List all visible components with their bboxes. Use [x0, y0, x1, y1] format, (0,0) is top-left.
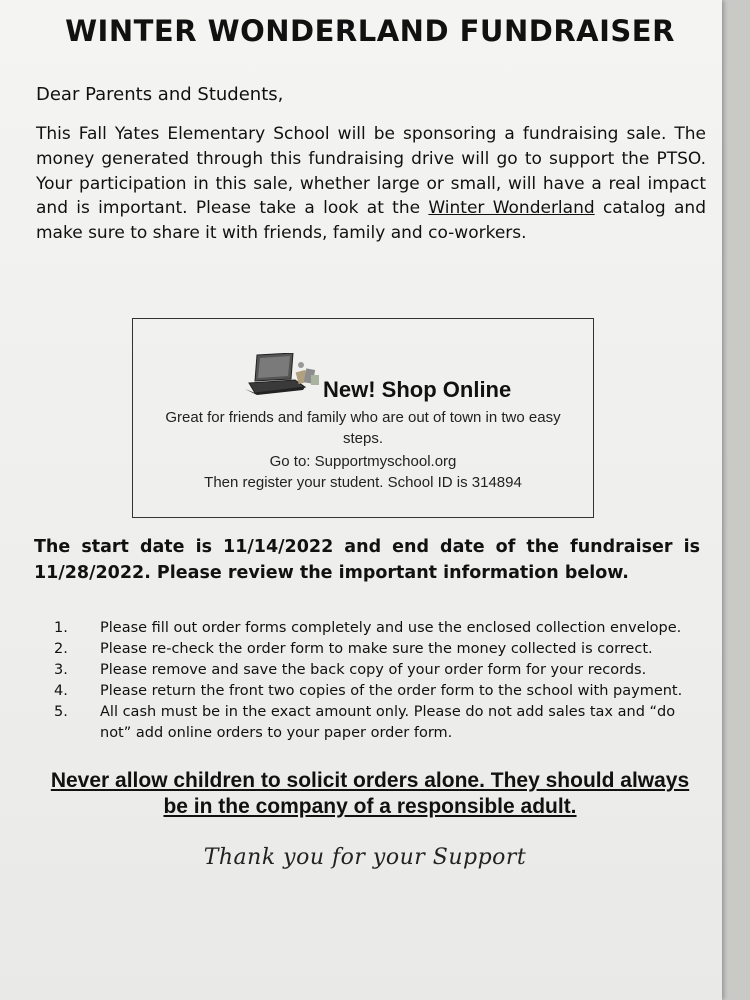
shop-online-line-2: steps. — [342, 430, 384, 447]
shop-online-website: Go to: Supportmyschool.org — [269, 453, 457, 470]
intro-text-end: catalog and make sure to share it with friends, family and co-workers. — [36, 198, 706, 244]
shop-online-heading: New! Shop Online — [323, 377, 512, 402]
item-number: 3. — [54, 662, 68, 678]
fundraiser-dates: The start date is 11/14/2022 and end date of the fundraiser is 11/28/2022. Please review the important information below. — [34, 537, 700, 583]
list-item — [54, 660, 704, 681]
laptop-icon — [245, 353, 321, 395]
intro-text: This Fall Yates Elementary School will be sponsoring a fundraising sale. The money generated through this fundraising drive will go to support the PTSO. Your participation in this sale, whether large or small, will have a real impact and is important. Please take a look at the — [36, 124, 706, 219]
greeting: Dear Parents and Students, — [36, 84, 284, 105]
item-text: Please re-check the order form to make sure the money collected is correct. — [100, 641, 653, 657]
shop-online-school-id: Then register your student. School ID is 314894 — [204, 474, 522, 491]
item-text: Please fill out order forms completely and use the enclosed collection envelope. — [100, 620, 682, 636]
item-text: All cash must be in the exact amount only. Please do not add sales tax and “do not” add online orders to your paper order form. — [100, 704, 676, 741]
list-item — [54, 618, 704, 639]
item-number: 1. — [54, 620, 68, 636]
page-title: WINTER WONDERLAND FUNDRAISER — [65, 14, 675, 48]
list-item — [54, 639, 704, 660]
list-item — [54, 702, 704, 744]
item-text: Please remove and save the back copy of your order form for your records. — [100, 662, 647, 678]
catalog-name: Winter Wonderland — [428, 198, 595, 219]
item-text: Please return the front two copies of the order form to the school with payment. — [100, 683, 683, 699]
safety-warning: Never allow children to solicit orders alone. They should always be in the company of a responsible adult. — [50, 769, 690, 818]
thank-you-note: Thank you for your Support — [203, 845, 527, 870]
shop-online-line-1: Great for friends and family who are out of town in two easy — [165, 409, 561, 426]
item-number: 5. — [54, 704, 68, 720]
shop-online-box — [132, 318, 594, 518]
instructions-list — [54, 618, 704, 744]
intro-paragraph — [36, 122, 706, 246]
list-item — [54, 681, 704, 702]
item-number: 4. — [54, 683, 68, 699]
item-number: 2. — [54, 641, 68, 657]
